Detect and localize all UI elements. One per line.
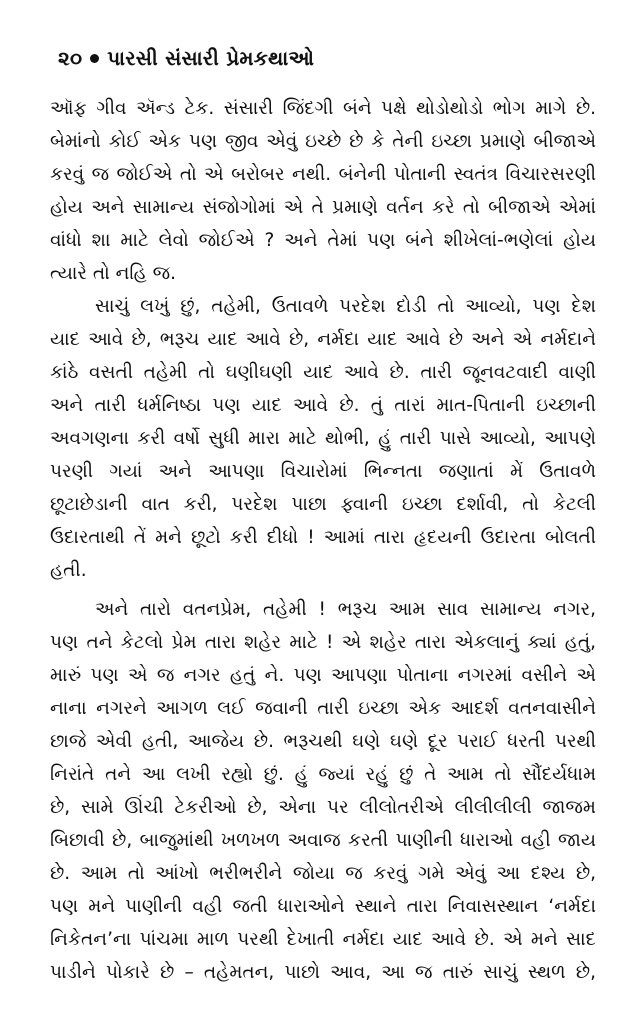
- book-title: પારસી સંસારી પ્રેમકથાઓ: [107, 46, 315, 70]
- text-line: અવગણના કરી વર્ષો સુધી મારા માટે થોભી, હું તારી પાસે આવ્યો, આપણે: [50, 428, 596, 449]
- paragraph: [50, 290, 596, 587]
- text-line: છૂટાછેડાની વાત કરી, પરદેશ પાછા ફ્વાની ઇચ્છા દર્શાવી, તો કેટલી: [50, 494, 596, 515]
- bullet-separator-icon: [90, 54, 99, 63]
- text-line: ત્યારે તો નહિ જ.: [50, 263, 177, 284]
- text-line: વાંધો શા માટે લેવો જોઈએ ? અને તેમાં પણ બંને શીખેલાં-ભણેલાં હોય: [50, 230, 596, 251]
- text-line: બેમાંનો કોઈ એક પણ જીવ એવું ઇચ્છે છે કે તેની ઇચ્છા પ્રમાણે બીજાએ: [50, 131, 596, 152]
- text-line: પરણી ગયાં અને આપણા વિચારોમાં ભિન્નતા જણાતાં મેં ઉતાવળે: [50, 461, 596, 482]
- text-line: છે. આમ તો આંખો ભરીભરીને જોયા જ કરવું ગમે એવું આ દશ્ય છે,: [50, 863, 596, 884]
- text-line: અને તારી ધર્મનિષ્ઠા પણ યાદ આવે છે. તું તારાં માત-પિતાની ઇચ્છાની: [50, 395, 596, 416]
- text-line: નાના નગરને આગળ લઈ જવાની તારી ઇચ્છા એક આદર્શ વતનવાસીને: [50, 698, 596, 719]
- text-line: ઉદારતાથી તેં મને છૂટો કરી દીધો ! આમાં તારા હૃદયની ઉદારતા બોલતી: [50, 527, 596, 548]
- text-line: નિકેતન’ના પાંચમા માળ પરથી દેખાતી નર્મદા યાદ આવે છે. એ મને સાદ: [50, 929, 596, 950]
- page-number: ૨૦: [58, 46, 83, 70]
- body-text: [50, 92, 596, 989]
- text-line: પણ તને કેટલો પ્રેમ તારા શહેર માટે ! એ શહેર તારા એકલાનું ક્યાં હતું,: [50, 632, 596, 653]
- text-line: કરવું જ જોઈએ તો એ બરોબર નથી. બંનેની પોતાની સ્વતંત્ર વિચારસરણી: [50, 164, 596, 185]
- text-line: યાદ આવે છે, ભરૂચ યાદ આવે છે, નર્મદા યાદ આવે છે અને એ નર્મદાને: [50, 329, 596, 350]
- text-line: છાજે એવી હતી, આજેય છે. ભરૂચથી ઘણે ઘણે દૂર પરાઈ ધરતી પરથી: [50, 731, 596, 752]
- text-line: બિછાવી છે, બાજુમાંથી ખળખળ અવાજ કરતી પાણીની ધારાઓ વહી જાય: [50, 830, 596, 851]
- text-line: પાડીને પોકારે છે – તહેમતન, પાછો આવ, આ જ તારું સાચું સ્થળ છે,: [50, 962, 596, 983]
- text-line: ઑફ ગીવ ઍન્ડ ટેક. સંસારી જિંદગી બંને પક્ષે થોડોથોડો ભોગ માગે છે.: [50, 98, 596, 119]
- text-line: હોય અને સામાન્ય સંજોગોમાં એ તે પ્રમાણે વર્તન કરે તો બીજાએ એમાં: [50, 197, 596, 218]
- running-head: [58, 46, 314, 70]
- text-line: સાચું લખું છું, તહેમી, ઉતાવળે પરદેશ દોડી તો આવ્યો, પણ દેશ: [95, 296, 596, 317]
- text-line: અને તારો વતનપ્રેમ, તહેમી ! ભરૂચ આમ સાવ સામાન્ય નગર,: [95, 599, 596, 620]
- text-line: કાંઠે વસતી તહેમી તો ઘણીઘણી યાદ આવે છે. તારી જૂનવટવાદી વાણી: [50, 362, 596, 383]
- text-line: પણ મને પાણીની વહી જતી ધારાઓને સ્થાને તારા નિવાસસ્થાન ‘નર્મદા: [50, 896, 596, 917]
- text-line: હતી.: [50, 560, 87, 581]
- text-line: મારું પણ એ જ નગર હતું ને. પણ આપણા પોતાના નગરમાં વસીને એ: [50, 665, 596, 686]
- paragraph: [50, 593, 596, 989]
- paragraph: [50, 92, 596, 290]
- text-line: છે, સામે ઊંચી ટેકરીઓ છે, એના પર લીલોતરીએ લીલીલીલી જાજમ: [50, 797, 596, 818]
- text-line: નિરાંતે તને આ લખી રહ્યો છું. હું જ્યાં રહું છું તે આમ તો સૌંદર્યધામ: [50, 764, 596, 785]
